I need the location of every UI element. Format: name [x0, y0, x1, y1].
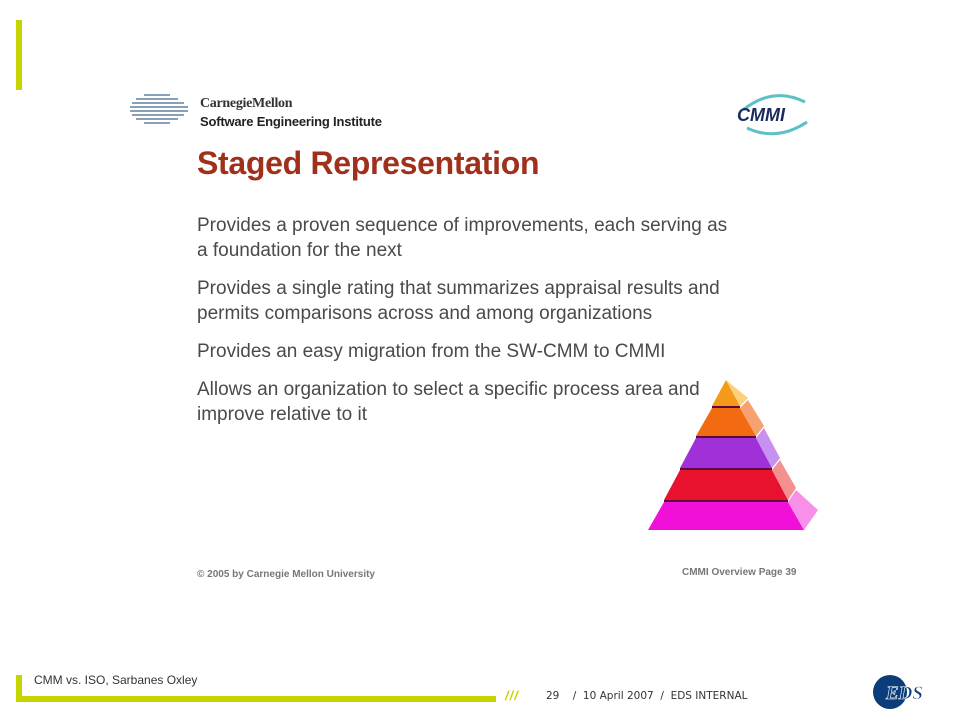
bullet-item: Provides a single rating that summarizes appraisal results and permits comparisons across and among organizations	[197, 278, 720, 324]
accent-bar-bottom-horizontal	[16, 696, 496, 702]
footer-slashes: ///	[505, 688, 519, 703]
eds-logo-icon	[872, 674, 932, 710]
sei-name-text: Software Engineering Institute	[200, 114, 382, 129]
copyright-text: © 2005 by Carnegie Mellon University	[197, 569, 375, 580]
pyramid-level-3	[680, 438, 772, 468]
pyramid-icon	[644, 376, 824, 536]
cmu-sei-logo-icon	[130, 92, 190, 126]
pyramid-level-2	[664, 470, 788, 500]
pyramid-level-1	[648, 502, 804, 530]
cmmi-logo-text: CMMI	[737, 105, 785, 125]
bullet-item: Provides an easy migration from the SW-CMM to CMMI	[197, 341, 666, 362]
slide-title: Staged Representation	[197, 145, 540, 181]
footer-slide-info: 29 / 10 April 2007 / EDS INTERNAL	[546, 690, 748, 702]
footer-presentation-title: CMM vs. ISO, Sarbanes Oxley	[34, 673, 198, 687]
source-page-ref: CMMI Overview Page 39	[682, 567, 797, 578]
cmu-name-text: CarnegieMellon	[200, 96, 293, 111]
accent-bar-top	[16, 20, 22, 90]
bullet-item: Allows an organization to select a specific process area and improve relative to it	[197, 379, 700, 425]
bullet-item: Provides a proven sequence of improvements, each serving as a foundation for the next	[197, 215, 728, 261]
eds-logo-text: EDS	[886, 683, 923, 704]
cmmi-logo-icon	[733, 88, 813, 140]
